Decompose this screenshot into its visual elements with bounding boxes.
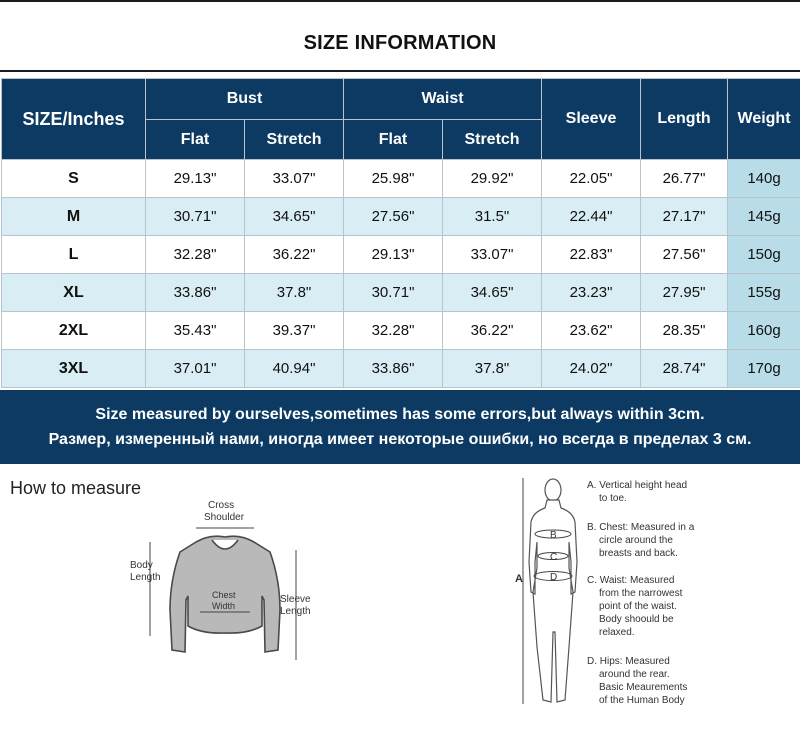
bust-flat-header: Flat — [146, 120, 245, 160]
marker-b: B — [550, 530, 557, 541]
note-b: B. Chest: Measured in a circle around the breasts and back. — [587, 522, 695, 559]
waist-stretch-cell: 33.07" — [443, 236, 542, 274]
waist-stretch-cell: 29.92" — [443, 160, 542, 198]
size-cell: XL — [2, 274, 146, 312]
bust-header: Bust — [146, 79, 344, 120]
bust-stretch-cell: 33.07" — [245, 160, 344, 198]
marker-a: A — [515, 573, 523, 585]
size-cell: L — [2, 236, 146, 274]
sleeve-cell: 24.02" — [542, 350, 641, 388]
sleeve-cell: 22.44" — [542, 198, 641, 236]
weight-cell: 145g — [728, 198, 800, 236]
size-cell: 3XL — [2, 350, 146, 388]
title-rule — [0, 70, 800, 72]
weight-header: Weight — [728, 79, 800, 160]
bust-stretch-cell: 34.65" — [245, 198, 344, 236]
bust-flat-cell: 30.71" — [146, 198, 245, 236]
bust-flat-cell: 35.43" — [146, 312, 245, 350]
bust-stretch-cell: 39.37" — [245, 312, 344, 350]
waist-header: Waist — [344, 79, 542, 120]
sleeve-cell: 22.05" — [542, 160, 641, 198]
marker-c: C — [550, 552, 558, 563]
bust-stretch-cell: 37.8" — [245, 274, 344, 312]
bust-flat-cell: 29.13" — [146, 160, 245, 198]
note-d: D. Hips: Measured around the rear. Basic Meaurements of the Human Body — [587, 656, 688, 706]
size-cell: S — [2, 160, 146, 198]
table-row — [2, 236, 800, 274]
waist-flat-header: Flat — [344, 120, 443, 160]
note-c: C. Waist: Measured from the narrowest point of the waist. Body shoould be relaxed. — [587, 575, 683, 638]
bust-flat-cell: 37.01" — [146, 350, 245, 388]
page-title: SIZE INFORMATION — [303, 32, 497, 54]
size-cell: 2XL — [2, 312, 146, 350]
waist-stretch-cell: 37.8" — [443, 350, 542, 388]
bust-stretch-cell: 40.94" — [245, 350, 344, 388]
waist-flat-cell: 30.71" — [344, 274, 443, 312]
note-a: A. Vertical height head to toe. — [587, 480, 688, 504]
length-cell: 27.95" — [641, 274, 728, 312]
weight-cell: 160g — [728, 312, 800, 350]
table-row — [2, 198, 800, 236]
length-cell: 28.35" — [641, 312, 728, 350]
waist-stretch-cell: 34.65" — [443, 274, 542, 312]
weight-cell: 140g — [728, 160, 800, 198]
size-header: SIZE/Inches — [2, 79, 146, 160]
chest-width-label: Chest Width — [212, 590, 236, 611]
bust-stretch-header: Stretch — [245, 120, 344, 160]
bust-stretch-cell: 36.22" — [245, 236, 344, 274]
sleeve-cell: 23.62" — [542, 312, 641, 350]
note-english: Size measured by ourselves,sometimes has some errors,but always within 3cm. — [95, 406, 705, 423]
length-cell: 27.56" — [641, 236, 728, 274]
weight-cell: 155g — [728, 274, 800, 312]
waist-flat-cell: 25.98" — [344, 160, 443, 198]
bust-flat-cell: 33.86" — [146, 274, 245, 312]
body-notes — [587, 480, 697, 706]
body-measure-diagram — [515, 472, 715, 712]
body-length-label: Body Length — [130, 560, 161, 583]
weight-cell: 170g — [728, 350, 800, 388]
shirt-measure-diagram — [130, 500, 330, 670]
measurement-note — [0, 390, 800, 464]
body-illustration — [529, 479, 577, 702]
length-cell: 28.74" — [641, 350, 728, 388]
waist-flat-cell: 33.86" — [344, 350, 443, 388]
length-cell: 27.17" — [641, 198, 728, 236]
waist-stretch-header: Stretch — [443, 120, 542, 160]
table-row — [2, 274, 800, 312]
sleeve-header: Sleeve — [542, 79, 641, 160]
how-to-measure-title: How to measure — [10, 478, 142, 498]
length-cell: 26.77" — [641, 160, 728, 198]
bust-flat-cell: 32.28" — [146, 236, 245, 274]
note-russian: Размер, измеренный нами, иногда имеет некоторые ошибки, но всегда в пределах 3 см. — [48, 431, 752, 448]
size-table — [1, 78, 800, 388]
length-header: Length — [641, 79, 728, 160]
waist-stretch-cell: 31.5" — [443, 198, 542, 236]
top-rule — [0, 0, 800, 2]
cross-shoulder-label: Cross Shoulder — [204, 500, 245, 523]
weight-cell: 150g — [728, 236, 800, 274]
sleeve-cell: 23.23" — [542, 274, 641, 312]
table-row — [2, 350, 800, 388]
sleeve-cell: 22.83" — [542, 236, 641, 274]
waist-stretch-cell: 36.22" — [443, 312, 542, 350]
waist-flat-cell: 27.56" — [344, 198, 443, 236]
marker-d: D — [550, 572, 558, 583]
table-row — [2, 160, 800, 198]
table-row — [2, 312, 800, 350]
size-cell: M — [2, 198, 146, 236]
waist-flat-cell: 29.13" — [344, 236, 443, 274]
waist-flat-cell: 32.28" — [344, 312, 443, 350]
sleeve-length-label: Sleeve Length — [280, 594, 311, 617]
